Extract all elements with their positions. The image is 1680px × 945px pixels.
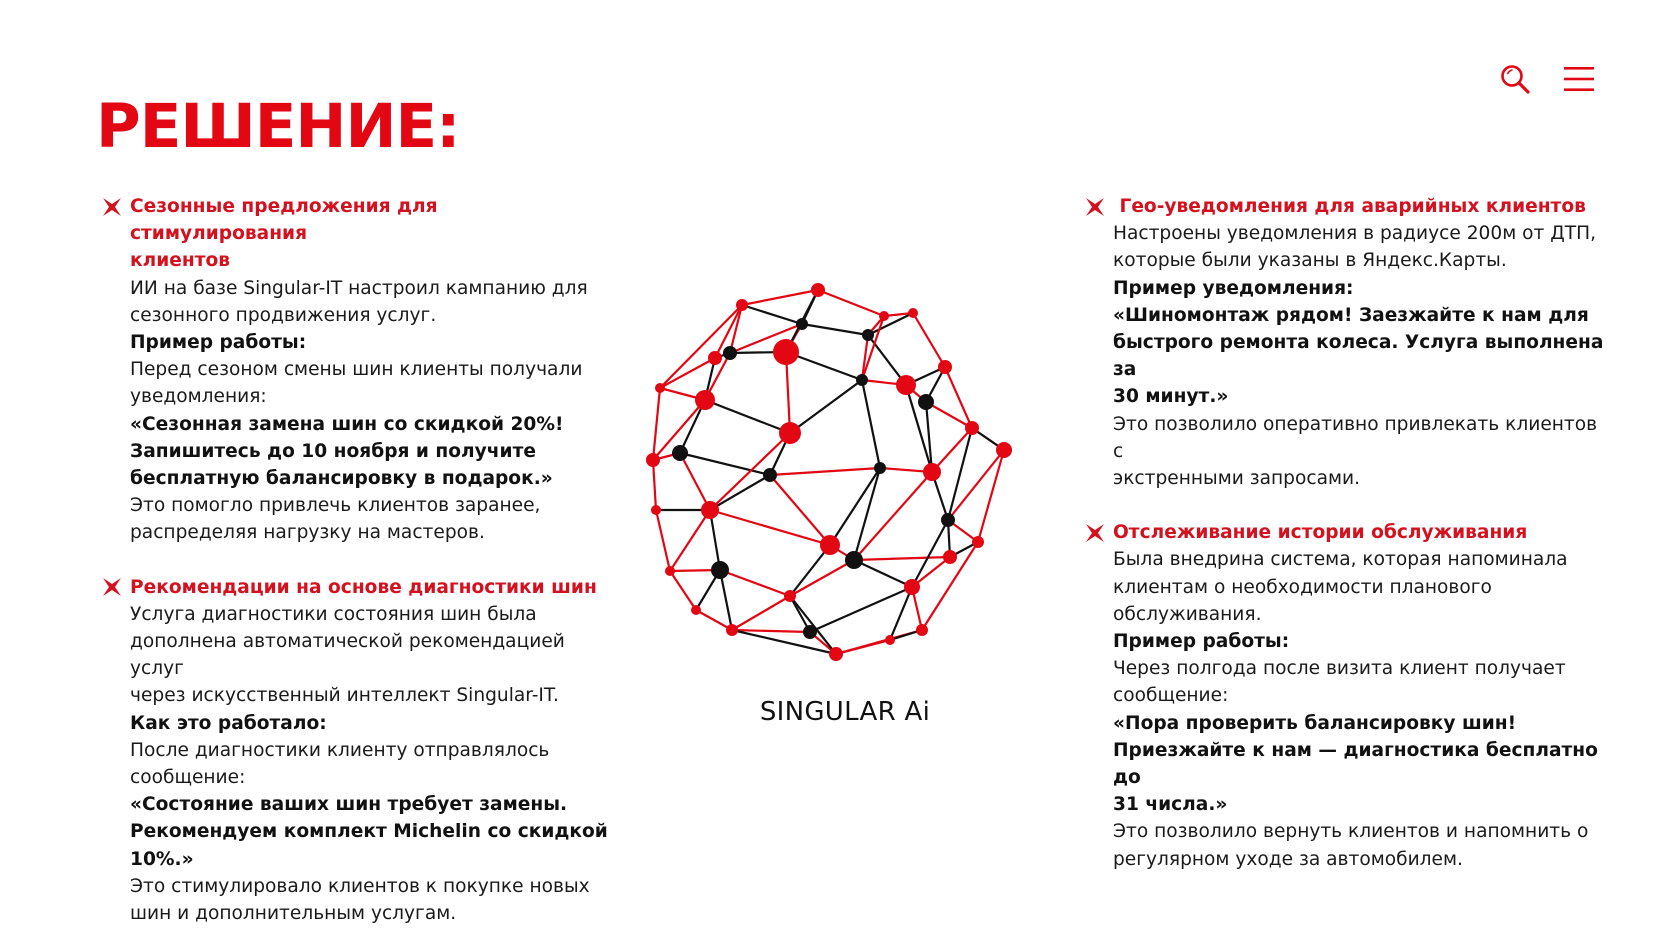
network-node — [996, 442, 1012, 458]
body-text: регулярном уходе за автомобилем. — [1113, 848, 1463, 870]
network-node — [938, 360, 952, 374]
network-edge — [696, 610, 732, 630]
body-text: обслуживания. — [1113, 603, 1262, 625]
quote-text: «Пора проверить балансировку шин! — [1113, 712, 1517, 734]
network-node — [655, 383, 665, 393]
diagnostics-recommendations-section — [102, 574, 612, 928]
network-node — [879, 311, 889, 321]
body-text: Настроены уведомления в радиусе 200м от ДТП, — [1113, 223, 1597, 245]
left-column — [102, 193, 612, 945]
network-node — [723, 346, 737, 360]
section-body — [102, 275, 612, 547]
network-edge — [670, 510, 710, 571]
network-node — [763, 468, 777, 482]
seasonal-offers-section — [102, 193, 612, 547]
body-text: После диагностики клиенту отправлялось — [130, 739, 550, 761]
quote-text: «Шиномонтаж рядом! Заезжайте к нам для — [1113, 304, 1589, 326]
body-text: Это помогло привлечь клиентов заранее, — [130, 495, 541, 517]
network-node — [691, 605, 701, 615]
network-edge — [680, 453, 710, 510]
network-edge — [660, 358, 715, 388]
network-edge — [862, 380, 880, 468]
page-title: РЕШЕНИЕ: — [96, 91, 460, 162]
network-node — [736, 299, 748, 311]
network-node — [896, 375, 916, 395]
network-node — [829, 647, 843, 661]
body-text: Перед сезоном смены шин клиенты получали — [130, 359, 583, 381]
body-text: сезонного продвижения услуг. — [130, 304, 437, 326]
network-node — [784, 590, 796, 602]
section-title: Отслеживание истории обслуживания — [1113, 522, 1528, 544]
network-edge — [830, 468, 880, 545]
network-node — [773, 339, 799, 365]
network-node — [708, 351, 722, 365]
network-node — [845, 551, 863, 569]
quote-text: 31 числа.» — [1113, 794, 1228, 816]
section-header — [102, 193, 612, 275]
network-edge — [742, 305, 802, 324]
section-body — [102, 601, 612, 927]
section-title: Рекомендации на основе диагностики шин — [130, 576, 597, 598]
network-edge — [720, 570, 732, 630]
network-edge — [710, 510, 830, 545]
brand-name: SINGULAR Ai — [759, 697, 931, 727]
menu-button[interactable] — [1562, 62, 1596, 96]
network-sphere-icon — [640, 270, 1060, 670]
network-edge — [670, 571, 696, 610]
network-edge — [818, 290, 884, 316]
network-edge — [742, 290, 818, 305]
network-node — [651, 505, 661, 515]
subheading: Пример работы: — [130, 332, 307, 354]
network-edge — [710, 433, 790, 510]
subheading: Пример работы: — [1113, 631, 1290, 653]
quote-text: 10%.» — [130, 848, 194, 870]
network-node — [908, 308, 918, 318]
network-edge — [854, 557, 950, 560]
network-edge — [732, 596, 790, 630]
geo-notifications-section — [1085, 193, 1605, 492]
network-node — [972, 536, 984, 548]
network-node — [885, 635, 895, 645]
body-text: сообщение: — [1113, 685, 1229, 707]
network-edge — [653, 460, 656, 510]
network-node — [820, 535, 840, 555]
network-node — [811, 283, 825, 297]
network-edge — [770, 475, 830, 545]
right-column — [1085, 193, 1605, 900]
body-text: дополнена автоматической рекомендацией услуг — [130, 631, 565, 680]
network-node — [646, 453, 660, 467]
body-text: уведомления: — [130, 386, 267, 408]
network-node — [918, 394, 934, 410]
body-text: Была внедрина система, которая напоминала — [1113, 549, 1568, 571]
network-node — [856, 374, 868, 386]
section-header — [1085, 519, 1605, 546]
quote-text: бесплатную балансировку в подарок.» — [130, 468, 553, 490]
network-edge — [913, 313, 945, 367]
section-header — [102, 574, 612, 601]
network-edge — [720, 570, 790, 596]
network-node — [672, 445, 688, 461]
body-text: Это позволило оперативно привлекать клиентов с — [1113, 413, 1598, 462]
network-edge — [705, 400, 790, 433]
menu-icon — [1563, 65, 1595, 93]
network-node — [874, 462, 886, 474]
network-edge — [854, 560, 912, 587]
body-text: экстренными запросами. — [1113, 468, 1361, 490]
network-node — [941, 513, 955, 527]
network-node — [916, 624, 928, 636]
network-node — [943, 550, 957, 564]
network-node — [965, 421, 979, 435]
network-edge — [912, 520, 948, 587]
quote-text: быстрого ремонта колеса. Услуга выполнена за — [1113, 332, 1604, 381]
network-node — [779, 422, 801, 444]
body-text: сообщение: — [130, 767, 246, 789]
network-node — [904, 579, 920, 595]
network-edge — [770, 468, 880, 475]
star-bullet-icon — [102, 193, 130, 220]
top-toolbar — [1498, 62, 1596, 96]
section-header — [1085, 193, 1605, 220]
network-node — [695, 390, 715, 410]
section-title: Сезонные предложения для стимулирования клиентов — [130, 196, 438, 272]
quote-text: «Состояние ваших шин требует замены. — [130, 794, 568, 816]
network-sphere-graphic — [640, 270, 1060, 670]
service-history-section — [1085, 519, 1605, 873]
network-node — [726, 624, 738, 636]
network-edge — [710, 510, 720, 570]
section-body — [1085, 546, 1605, 872]
body-text: Это стимулировало клиентов к покупке новых — [130, 875, 590, 897]
body-text: распределяя нагрузку на мастеров. — [130, 522, 485, 544]
quote-text: 30 минут.» — [1113, 386, 1229, 408]
star-bullet-icon — [102, 574, 130, 601]
search-button[interactable] — [1498, 62, 1532, 96]
body-text: Это позволило вернуть клиентов и напомнить о — [1113, 821, 1589, 843]
network-node — [796, 318, 808, 330]
quote-text: «Сезонная замена шин со скидкой 20%! — [130, 413, 564, 435]
quote-text: Запишитесь до 10 ноября и получите — [130, 440, 536, 462]
network-edge — [836, 640, 890, 654]
network-node — [665, 566, 675, 576]
star-bullet-icon — [1085, 193, 1113, 220]
body-text: клиентам о необходимости планового — [1113, 576, 1492, 598]
network-edge — [653, 388, 660, 460]
network-edge — [945, 367, 972, 428]
quote-text: Приезжайте к нам — диагностика бесплатно до — [1113, 739, 1598, 789]
network-node — [711, 561, 729, 579]
body-text: которые были указаны в Яндекс.Карты. — [1113, 250, 1507, 272]
network-node — [923, 463, 941, 481]
body-text: шин и дополнительным услугам. — [130, 903, 457, 925]
body-text: Через полгода после визита клиент получает — [1113, 658, 1566, 680]
network-edge — [790, 380, 862, 433]
body-text: Услуга диагностики состояния шин была — [130, 603, 537, 625]
network-node — [803, 625, 817, 639]
quote-text: Рекомендуем комплект Michelin со скидкой — [130, 821, 608, 843]
network-edge — [656, 510, 670, 571]
section-body — [1085, 220, 1605, 492]
network-edge — [802, 324, 868, 335]
section-title: Гео-уведомления для аварийных клиентов — [1113, 196, 1586, 217]
network-node — [701, 501, 719, 519]
star-bullet-icon — [1085, 519, 1113, 546]
body-text: через искусственный интеллект Singular-IT. — [130, 685, 559, 707]
network-edge — [790, 560, 854, 596]
subheading: Как это работало: — [130, 712, 327, 734]
subheading: Пример уведомления: — [1113, 277, 1354, 299]
network-edge — [978, 450, 1004, 542]
network-node — [862, 329, 874, 341]
search-icon — [1499, 63, 1531, 95]
body-text: ИИ на базе Singular-IT настроил кампанию для — [130, 277, 588, 299]
